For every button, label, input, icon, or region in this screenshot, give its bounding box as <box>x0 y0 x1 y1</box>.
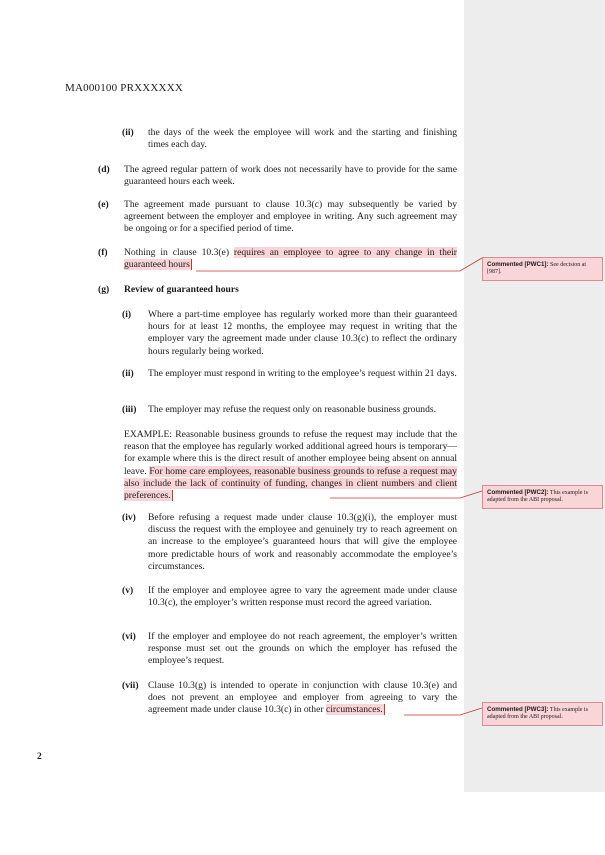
clause-g-ii-text: The employer must respond in writing to the employee’s request within 21 days. <box>148 368 457 379</box>
clause-g-vii-plain: Clause 10.3(g) is intended to operate in conjunction with clause 10.3(e) and does not prevent an employee and employer from agreeing to vary the agreement made under clause 10.3(c) in other <box>148 680 457 716</box>
clause-e-text: The agreement made pursuant to clause 10.3(c) may subsequently be varied by agreement between the employer and employee in writing. Any such agreement may be ongoing or for a specified period of time. <box>124 199 457 235</box>
page-number: 2 <box>37 752 42 762</box>
comment-balloon-pwc2[interactable] <box>482 485 603 509</box>
comment-text: This example is adapted from the ABI proposal. <box>487 707 588 721</box>
clause-label: (iii) <box>122 404 137 415</box>
clause-label: (g) <box>98 284 110 295</box>
comment-margin <box>464 0 605 792</box>
clause-label: (v) <box>122 585 134 596</box>
clause-label: (f) <box>98 247 108 258</box>
comment-author: Commented [PWC2]: <box>487 489 549 496</box>
comment-author: Commented [PWC1]: <box>487 261 549 268</box>
clause-label: (i) <box>122 309 132 320</box>
clause-ii-days-text: the days of the week the employee will work and the starting and finishing times each day. <box>148 127 457 151</box>
clause-g-iii-text: The employer may refuse the request only on reasonable business grounds. <box>148 404 436 415</box>
comment-anchor-pwc3[interactable]: circumstances. <box>325 704 383 716</box>
clause-label: (vi) <box>122 631 136 642</box>
comment-anchor-pwc1[interactable]: requires an employee to agree to any change in their guaranteed hours <box>124 247 457 271</box>
clause-g-iv-text: Before refusing a request made under clause 10.3(g)(i), the employer must discuss the request with the employee and genuinely try to reach agreement on an increase to the employee’s guaranteed hours that will give the employee more predictable hours of work and reasonably accommodate the employee’s circumstances. <box>148 512 457 572</box>
clause-d-text: The agreed regular pattern of work does not necessarily have to provide for the same guaranteed hours each week. <box>124 164 457 188</box>
clause-f-text <box>124 247 457 271</box>
clause-g-vii-text <box>148 680 457 717</box>
clause-g-v-text: If the employer and employee agree to vary the agreement made under clause 10.3(c), the employer’s written response must record the agreed variation. <box>148 585 457 609</box>
clause-label: (iv) <box>122 512 136 523</box>
clause-label: (ii) <box>122 127 134 138</box>
example-note <box>124 429 457 502</box>
example-plain: EXAMPLE: Reasonable business grounds to refuse the request may include that the reason that the employee has regularly worked additional agreed hours is temporary—for example where this is the direct result of another employee being absent on annual leave. <box>124 429 457 477</box>
clause-f-plain: Nothing in clause 10.3(e) <box>124 247 234 258</box>
clause-g-vi-text: If the employer and employee do not reach agreement, the employer’s written response must set out the grounds on which the employer has refused the employee’s request. <box>148 631 457 667</box>
clause-label: (ii) <box>122 368 134 379</box>
clause-label: (e) <box>98 199 109 210</box>
comment-author: Commented [PWC3]: <box>487 706 549 713</box>
clause-label: (d) <box>98 164 110 175</box>
comment-text: This example is adapted from the ABI proposal. <box>487 490 588 504</box>
section-heading-review: Review of guaranteed hours <box>124 284 239 295</box>
comment-anchor-pwc2[interactable]: For home care employees, reasonable business grounds to refuse a request may also include the lack of continuity of funding, changes in client numbers and client preferences. <box>124 465 457 502</box>
clause-g-i-text: Where a part-time employee has regularly worked more than their guaranteed hours for at least 12 months, the employee may request in writing that the employer vary the agreement made under clause 10.3(c) to reflect the ordinary hours regularly being worked. <box>148 309 457 357</box>
comment-balloon-pwc1[interactable] <box>482 257 603 281</box>
comment-text: See decision at [987]. <box>487 262 587 276</box>
document-header: MA000100 PRXXXXXX <box>65 82 183 94</box>
clause-label: (vii) <box>122 680 139 691</box>
comment-balloon-pwc3[interactable] <box>482 702 603 726</box>
